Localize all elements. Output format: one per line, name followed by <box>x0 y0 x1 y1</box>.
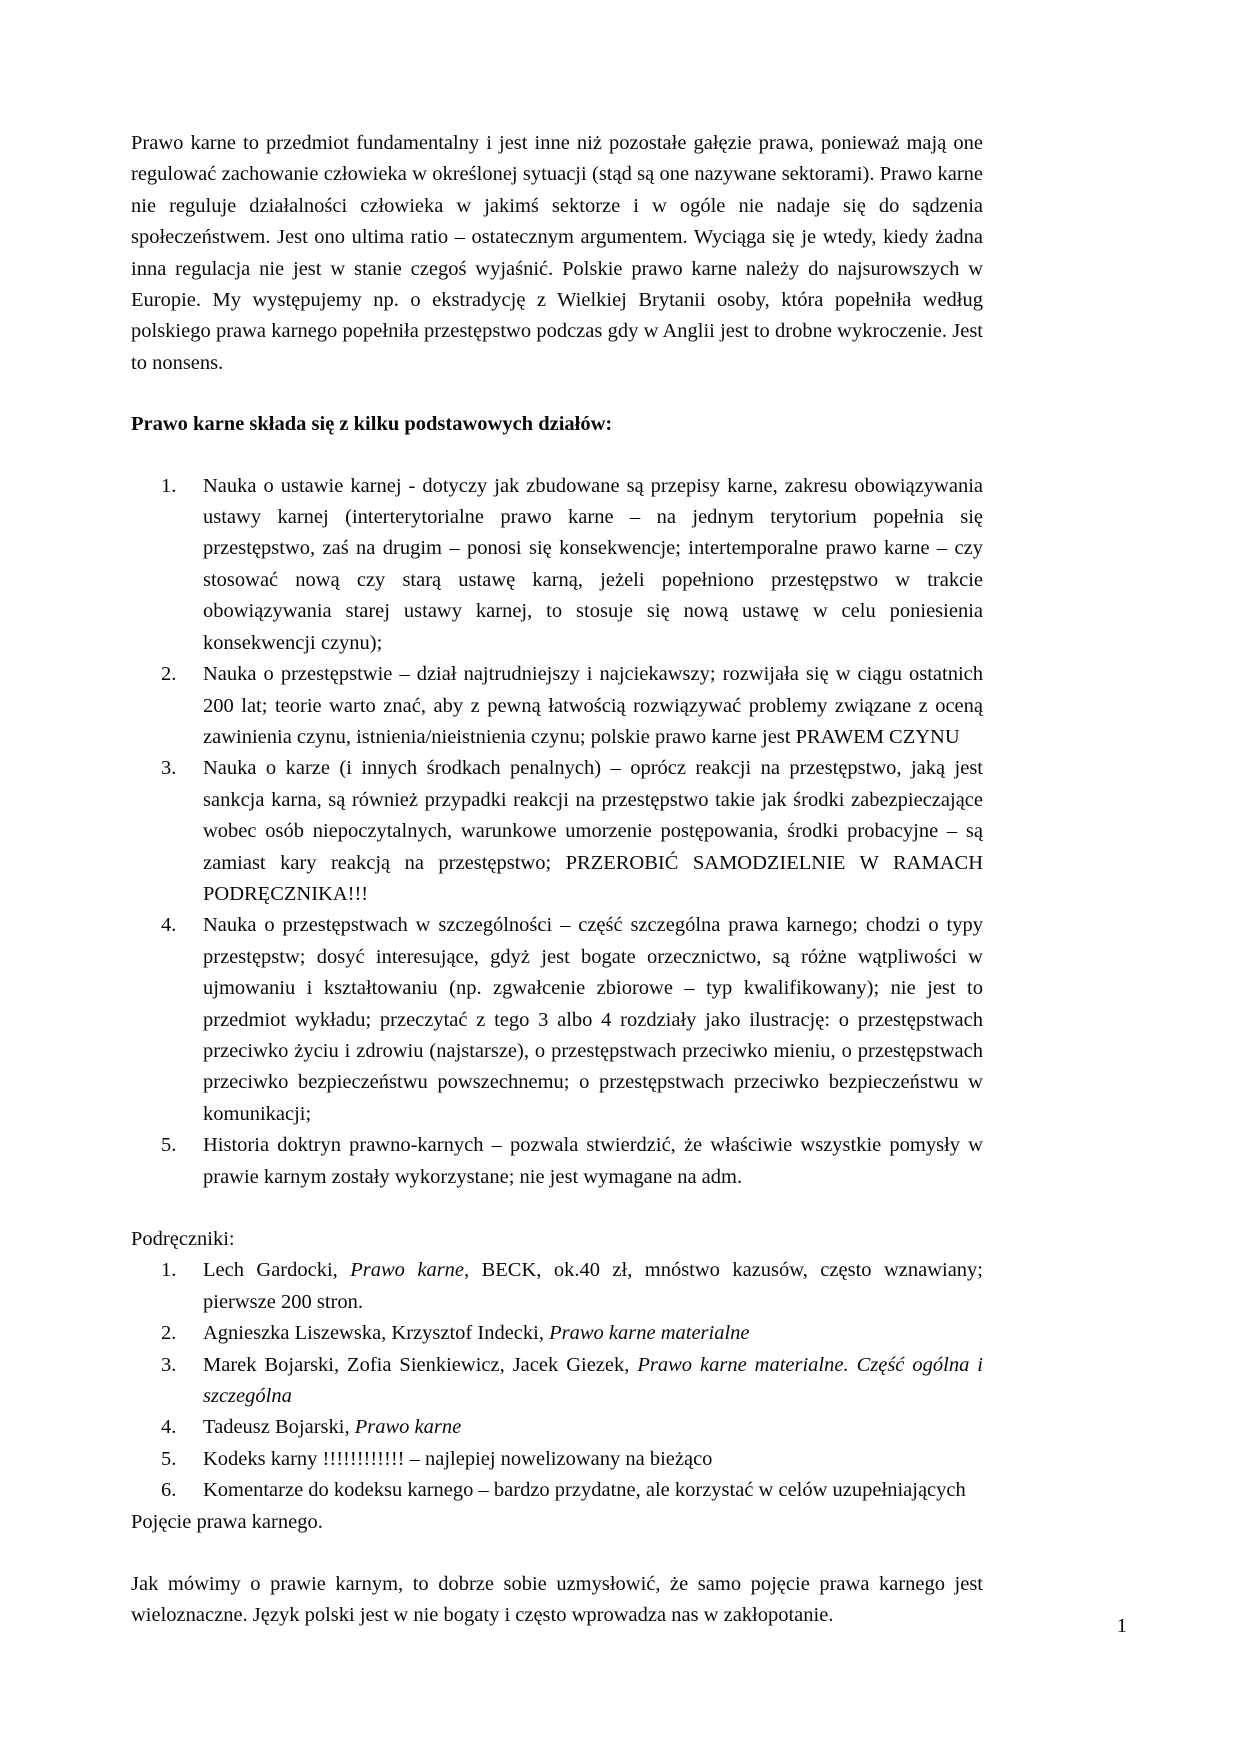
closing-paragraph: Jak mówimy o prawie karnym, to dobrze sobie uzmysłowić, że samo pojęcie prawa karnego jest wieloznaczne. Język polski jest w nie bogaty i często wprowadza nas w zakłopotanie. <box>131 1573 983 1627</box>
book-author: Kodeks karny !!!!!!!!!!!! – najlepiej nowelizowany na bieżąco <box>203 1447 713 1470</box>
list-item <box>131 1475 983 1506</box>
book-author: Lech Gardocki, <box>203 1259 351 1282</box>
book-author: Agnieszka Liszewska, Krzysztof Indecki, <box>203 1322 550 1345</box>
book-title: Prawo karne <box>354 1416 462 1439</box>
section-spacer <box>131 1193 983 1224</box>
list-item <box>131 1255 983 1318</box>
book-title: Prawo karne materialne <box>549 1322 750 1345</box>
book-title: Prawo karne <box>350 1259 465 1282</box>
book-author: Tadeusz Bojarski, <box>203 1416 355 1439</box>
list-item: Nauka o przestępstwach w szczególności – część szczególna prawa karnego; chodzi o typy przestępstw; dosyć interesujące, gdyż jest bogate orzecznictwo, są różne wątpliwości w ujmowaniu i kształtowaniu (np. zgwałcenie zbiorowe – typ kwalifikowany); nie jest to przedmiot wykładu; przeczytać z tego 3 albo 4 rozdziały jako ilustrację: o przestępstwach przeciwko życiu i zdrowiu (najstarsze), o przestępstwach przeciwko mieniu, o przestępstwach przeciwko bezpieczeństwu powszechnemu; o przestępstwach przeciwko bezpieczeństwu w komunikacji; <box>203 914 983 1125</box>
textbooks-list <box>131 1255 983 1506</box>
list-item <box>131 1318 983 1349</box>
book-author: Marek Bojarski, Zofia Sienkiewicz, Jacek Giezek, <box>203 1353 638 1376</box>
sections-heading: Prawo karne składa się z kilku podstawowych działów: <box>131 413 613 436</box>
textbooks-heading: Podręczniki: <box>131 1228 235 1250</box>
list-item <box>131 1350 983 1413</box>
sections-list <box>131 471 983 1193</box>
intro-paragraph: Prawo karne to przedmiot fundamentalny i jest inne niż pozostałe gałęzie prawa, ponieważ mają one regulować zachowanie człowieka w określonej sytuacji (stąd są one nazywane sektorami). Prawo karne nie reguluje działalności człowieka w jakimś sektorze i w ogóle nie nadaje się do sądzenia społeczeństwem. Jest ono ultima ratio – ostatecznym argumentem. Wyciąga się je wtedy, kiedy żadna inna regulacja nie jest w stanie czegoś wyjaśnić. Polskie prawo karne należy do najsurowszych w Europie. My występujemy np. o ekstradycję z Wielkiej Brytanii osoby, która popełniła według polskiego prawa karnego popełniła przestępstwo podczas gdy w Anglii jest to drobne wykroczenie. Jest to nonsens. <box>131 132 983 374</box>
list-item: Nauka o przestępstwie – dział najtrudniejszy i najciekawszy; rozwijała się w ciągu ostatnich 200 lat; teorie warto znać, aby z pewną łatwością rozwiązywać problemy związane z oceną zawinienia czynu, istnienia/nieistnienia czynu; polskie prawo karne jest PRAWEM CZYNU <box>203 663 983 748</box>
book-title: Prawo karne materialne. Część ogólna i szczególna <box>203 1353 983 1408</box>
book-note: , BECK, ok.40 zł, mnóstwo kazusów, często wznawiany; pierwsze 200 stron. <box>203 1259 984 1313</box>
closing-spacer <box>131 1538 983 1569</box>
document-body <box>131 128 983 1632</box>
page-number: 1 <box>1116 1614 1127 1637</box>
list-item: Historia doktryn prawno-karnych – pozwala stwierdzić, że właściwie wszystkie pomysły w prawie karnym zostały wykorzystane; nie jest wymagane na adm. <box>203 1134 983 1188</box>
list-item <box>131 1412 983 1443</box>
concept-line: Pojęcie prawa karnego. <box>131 1510 323 1533</box>
list-item: Nauka o ustawie karnej - dotyczy jak zbudowane są przepisy karne, zakresu obowiązywania ustawy karnej (interterytorialne prawo karne – na jednym terytorium popełnia się przestępstwo, zaś na drugim – ponosi się konsekwencje; intertemporalne prawo karne – czy stosować nową czy starą ustawę karną, jeżeli popełniono przestępstwo w trakcie obowiązywania starej ustawy karnej, to stosuje się nową ustawę w celu poniesienia konsekwencji czynu); <box>203 474 983 654</box>
book-author: Komentarze do kodeksu karnego – bardzo przydatne, ale korzystać w celów uzupełniających <box>203 1479 966 1502</box>
list-item: Nauka o karze (i innych środkach penalnych) – oprócz reakcji na przestępstwo, jaką jest sankcja karna, są również przypadki reakcji na przestępstwo takie jak środki zabezpieczające wobec osób niepoczytalnych, warunkowe umorzenie postępowania, środki probacyjne – są zamiast kary reakcją na przestępstwo; PRZEROBIĆ SAMODZIELNIE W RAMACH PODRĘCZNIKA!!! <box>203 757 983 905</box>
list-item <box>131 1444 983 1475</box>
